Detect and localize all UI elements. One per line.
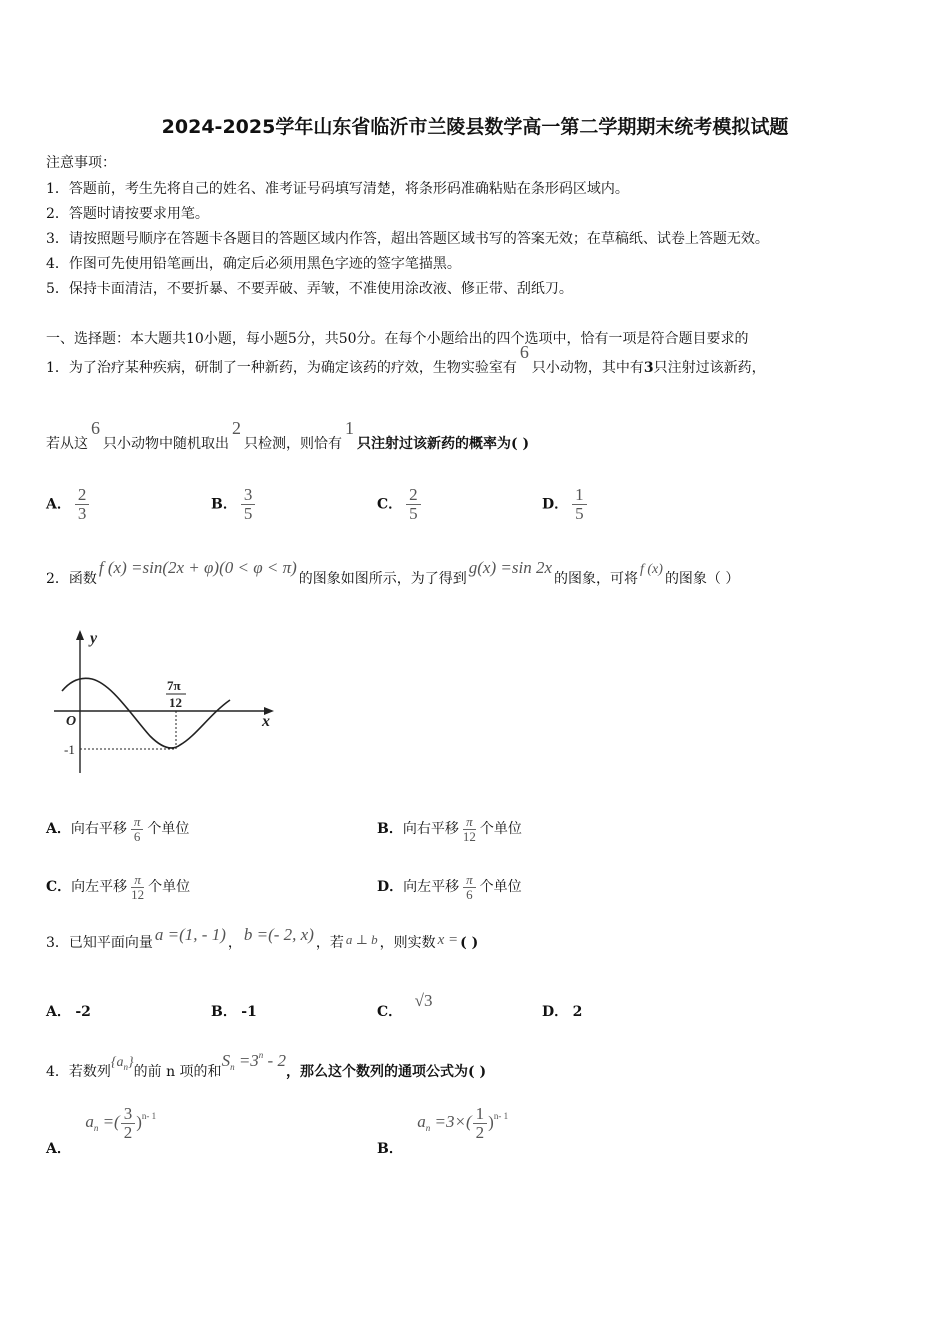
min-label: -1 [64, 742, 75, 757]
q1-option-d[interactable]: D． $\frac{1}{5}$ [542, 486, 591, 523]
x-axis-label: x [262, 713, 270, 730]
note-item: 2．答题时请按要求用笔。 [46, 206, 209, 222]
notes-heading: 注意事项： [46, 155, 116, 171]
q2-option-b[interactable]: B．向右平移 $\frac{\pi}{12}$ 个单位 [377, 814, 522, 844]
q3-option-c[interactable]: C． √3 [377, 991, 433, 1020]
q3-option-d[interactable]: D． 2 [542, 1004, 583, 1020]
section-heading: 一、选择题：本大题共10小题，每小题5分，共50分。在每个小题给出的四个选项中，恰有一项是符合题目要求的 [46, 331, 749, 347]
q4-option-a[interactable]: A． $a_n$ =( $\frac{3}{2}$ )$^{n- 1}$ [46, 1104, 157, 1158]
sine-curve [62, 678, 230, 748]
origin-label: O [66, 714, 77, 729]
q1-option-a[interactable]: A． $\frac{2}{3}$ [46, 486, 93, 523]
note-item: 5．保持卡面清洁，不要折暴、不要弄破、弄皱，不准使用涂改液、修正带、刮纸刀。 [46, 281, 573, 297]
note-item: 4．作图可先使用铅笔画出，确定后必须用黑色字迹的签字笔描黑。 [46, 256, 461, 272]
page-title: 2024-2025学年山东省临沂市兰陵县数学高一第二学期期末统考模拟试题 [161, 116, 789, 138]
q1-option-c[interactable]: C． $\frac{2}{5}$ [377, 486, 425, 523]
note-item: 3．请按照题号顺序在答题卡各题目的答题区域内作答，超出答题区域书写的答案无效；在草稿纸、试卷上答题无效。 [46, 231, 769, 247]
y-axis-arrow [76, 630, 84, 640]
q1-option-b[interactable]: B． $\frac{3}{5}$ [211, 486, 259, 523]
q4-option-b[interactable]: B． $a_n =3\times$( $\frac{1}{2}$ )$^{n- 1}$ [377, 1104, 509, 1158]
question-1-line-1: 1．为了治疗某种疾病，研制了一种新药，为确定该药的疗效，生物实验室有6只小动物，其中有3只注射过该新药， [46, 342, 766, 376]
note-item: 1．答题前，考生先将自己的姓名、准考证号码填写清楚，将条形码准确粘贴在条形码区域内。 [46, 181, 629, 197]
q3-option-b[interactable]: B． -1 [211, 1004, 257, 1020]
peak-denominator: 12 [169, 695, 182, 710]
q3-option-a[interactable]: A． -2 [46, 1004, 91, 1020]
y-axis-label: y [90, 630, 98, 647]
peak-numerator: 7π [167, 678, 181, 693]
question-2-stem: 2．函数f (x) =sin(2x + φ)(0 < φ < π)的图象如图所示，为了得到g(x) =sin 2x的图象，可将f (x)的图象（ ） [46, 558, 740, 587]
sine-graph [50, 628, 280, 778]
q2-option-d[interactable]: D．向左平移 $\frac{\pi}{6}$ 个单位 [377, 872, 522, 902]
question-1-line-2: 若从这6只小动物中随机取出2只检测，则恰有1只注射过该新药的概率为( ) [46, 418, 530, 452]
question-4-stem: 4．若数列$\{a_n\}$的前 n 项的和$S_n =3^n - 2$，那么这个数列的通项公式为( ) [46, 1050, 487, 1080]
question-3-stem: 3．已知平面向量 a =(1, - 1) ， b =(- 2, x) ，若 a ⊥ b ，则实数 x = ( ) [46, 925, 479, 951]
q2-option-c[interactable]: C．向左平移 $\frac{\pi}{12}$ 个单位 [46, 872, 191, 902]
q2-option-a[interactable]: A．向右平移 $\frac{\pi}{6}$ 个单位 [46, 814, 190, 844]
